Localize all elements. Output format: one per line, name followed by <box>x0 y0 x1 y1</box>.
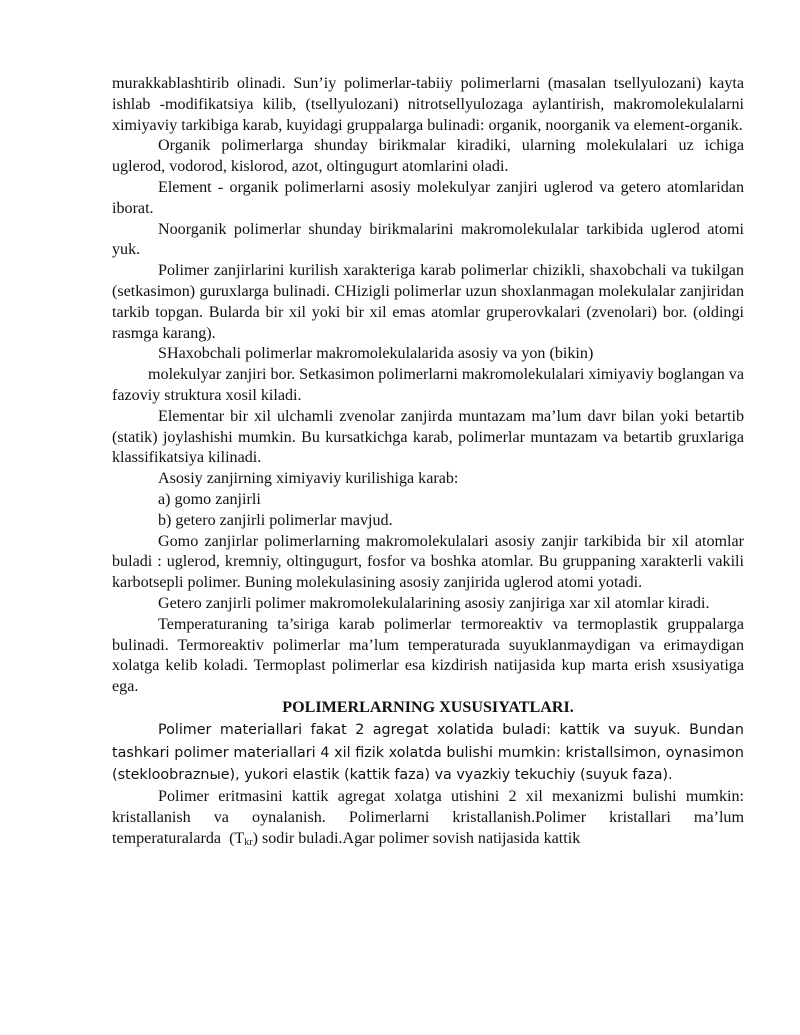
paragraph-branched: molekulyar zanjiri bor. Setkasimon polimerlarni makromolekulalari ximiyaviy boglangan va fazoviy struktura xosil kiladi. <box>112 366 744 404</box>
paragraph-chain-structure: Polimer zanjirlarini kurilish xarakteriga karab polimerlar chizikli, shaxobchali va tukilgan (setkasimon) guruxlarga bulinadi. CHizigli polimerlar uzun shoxlanmagan molekulalar zanjiridan tarkib topgan. Bularda bir xil yoki bir xil emas atomlar gruperovkalari (zvenolari) bor. (oldingi rasmga karang). <box>112 262 744 342</box>
section-heading: POLIMERLARNING XUSUSIYATLARI. <box>282 698 574 716</box>
paragraph-elementary-units: Elementar bir xil ulchamli zvenolar zanjirda muntazam ma’lum davr bilan yoki betartib (statik) joylashishi mumkin. Bu kursatkichga karab, polimerlar muntazam va betartib gruxlariga klassifikatsiya kilinadi. <box>112 407 744 467</box>
temperature-subscript: kr <box>244 836 253 848</box>
crystallization-text: Polimer eritmasini kattik agregat xolatga utishini 2 xil mexanizmi bulishi mumkin: kristallanish va oynalanish. Polimerlarni kristallanish.Polimer kristallari ma’lum temperaturalarda <box>112 788 744 847</box>
temperature-close: ) <box>252 829 258 847</box>
paragraph-branched-line: SHaxobchali polimerlar makromolekulalarida asosiy va yon (bikin) <box>158 345 594 363</box>
paragraph-hetero-chain: Getero zanjirli polimer makromolekulalarining asosiy zanjiriga xar xil atomlar kiradi. <box>158 594 710 612</box>
paragraph-element-organic: Element - organik polimerlarni asosiy molekulyar zanjiri uglerod va getero atomlaridan iborat. <box>112 178 744 217</box>
paragraph-inorganic: Noorganik polimerlar shunday birikmalarini makromolekulalar tarkibida uglerod atomi yuk. <box>112 220 744 259</box>
paragraph-homo-chain: Gomo zanjirlar polimerlarning makromolekulalari asosiy zanjir tarkibida bir xil atomlar buladi : uglerod, kremniy, oltingugurt, fosfor va boshka atomlar. Bu gruppaning xarakterli vakili karbotsepli polimer. Buning molekulasining asosiy zanjirida uglerod atomi yotadi. <box>112 532 744 592</box>
list-item-b: b) getero zanjirli polimerlar mavjud. <box>158 511 393 529</box>
paragraph-crystallization <box>112 787 744 853</box>
list-item-a: a) gomo zanjirli <box>158 490 261 508</box>
paragraph-temperature: Temperaturaning ta’siriga karab polimerlar termoreaktiv va termoplastik gruppalarga bulinadi. Termoreaktiv polimerlar ma’lum temperaturada suyuklanmaydigan va erimaydigan xolatga kelib koladi. Termoplast polimerlar esa kizdirish natijasida kup marta erish xsusiyatiga ega. <box>112 615 744 696</box>
crystallization-end: sodir buladi.Agar polimer sovish natijasida kattik <box>262 829 581 847</box>
temperature-symbol: (T <box>229 829 245 847</box>
paragraph-aggregate-states: Polimer materiallari fakat 2 agregat xolatida buladi: kattik va suyuk. Bundan tashkari polimer materiallari 4 xil fizik xolatda bulishi mumkin: kristallsimon, oynasimon (stekloobraznые), yukori elastik (kattik faza) va vyazkiy tekuchiy (suyuk faza). <box>112 721 744 784</box>
paragraph-organic: Organik polimerlarga shunday birikmalar kiradiki, ularning molekulalari uz ichiga uglerod, vodorod, kislorod, azot, oltingugurt atomlarini oladi. <box>112 137 744 176</box>
paragraph-main-chain: Asosiy zanjirning ximiyaviy kurilishiga karab: <box>158 470 459 488</box>
paragraph-intro: murakkablashtirib olinadi. Sun’iy polimerlar-tabiiy polimerlarni (masalan tsellyulozani) kayta ishlab -modifikatsiya kilib, (tsellyulozani) nitrotsellyulozaga aylantirish, makromolekulalarni ximiyaviy tarkibiga karab, kuyidagi gruppalarga bulinadi: organik, noorganik va element-organik. <box>112 75 744 134</box>
